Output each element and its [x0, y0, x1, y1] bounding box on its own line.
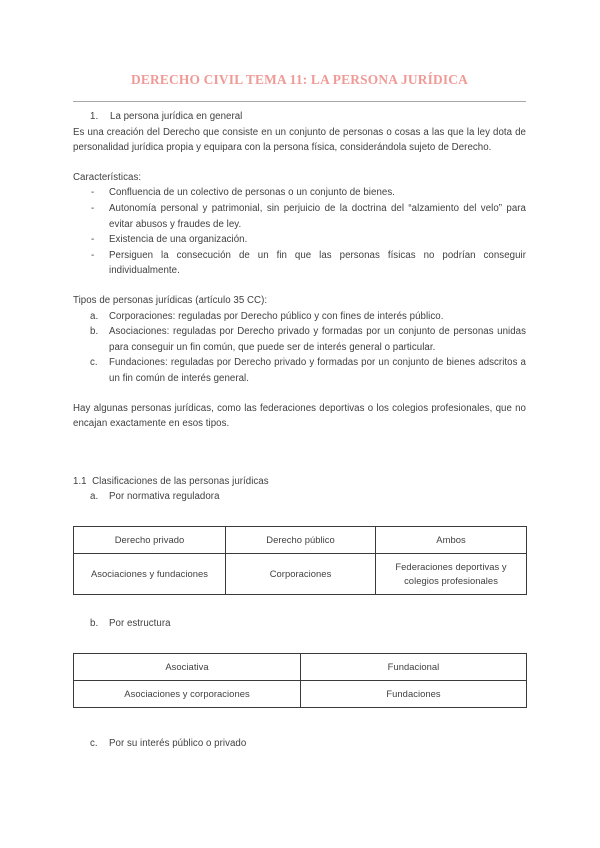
list-item-text: Por normativa reguladora — [109, 491, 220, 503]
section-1-paragraph: Es una creación del Derecho que consiste en un conjunto de personas o cosas a las que la ley dota de personalidad jurídica propia y equipara con la persona física, considerándola sujeto de Derecho. — [73, 126, 526, 154]
list-item-text: Por su interés público o privado — [109, 737, 247, 749]
list-item — [73, 309, 526, 325]
table-header-cell: Derecho público — [226, 526, 376, 553]
list-marker: a. — [90, 310, 99, 322]
section-1-1-marker: 1.1 — [73, 475, 87, 487]
list-item — [73, 201, 526, 232]
list-marker: - — [91, 187, 95, 199]
list-marker: a. — [90, 491, 99, 503]
list-item-text: Confluencia de un colectivo de personas o un conjunto de bienes. — [109, 187, 395, 199]
table-cell: Asociaciones y fundaciones — [74, 553, 226, 594]
list-item — [73, 248, 526, 279]
table-header-cell: Fundacional — [301, 653, 527, 680]
section-1-heading-label: La persona jurídica en general — [110, 111, 243, 123]
list-item-text: Asociaciones: reguladas por Derecho privado y formadas por un conjunto de personas unidas para conseguir un fin común, que puede ser de interés general o particular. — [109, 326, 526, 353]
tipos-label: Tipos de personas jurídicas (artículo 35 CC): — [73, 295, 268, 307]
table-row — [74, 526, 527, 553]
section-1-heading — [73, 109, 526, 125]
section-1-closing-paragraph: Hay algunas personas jurídicas, como las federaciones deportivas o los colegios profesionales, que no encajan exactamente en esos tipos. — [73, 402, 526, 430]
list-item — [73, 489, 526, 505]
page-title: DERECHO CIVIL TEMA 11: LA PERSONA JURÍDICA — [130, 72, 469, 87]
section-1-1-heading-label: Clasificaciones de las personas jurídicas — [92, 475, 269, 487]
caracteristicas-label: Características: — [73, 171, 142, 183]
list-item — [73, 324, 526, 355]
table-normativa-reguladora — [73, 526, 527, 595]
section-1-1-heading — [73, 474, 526, 490]
section-1-1-sub-c-list — [73, 736, 526, 752]
table-cell: Corporaciones — [226, 553, 376, 594]
section-1-marker: 1. — [90, 111, 99, 123]
caracteristicas-list — [73, 185, 526, 279]
table-estructura — [73, 653, 527, 708]
list-item — [73, 736, 526, 752]
table-header-cell: Asociativa — [74, 653, 301, 680]
list-marker: b. — [90, 617, 99, 629]
tipos-list — [73, 309, 526, 387]
document-content — [73, 0, 526, 751]
list-item-text: Por estructura — [109, 617, 171, 629]
table-row — [74, 553, 527, 594]
list-item — [73, 232, 526, 248]
list-marker: b. — [90, 326, 99, 338]
table-cell: Fundaciones — [301, 680, 527, 707]
list-marker: - — [91, 249, 95, 261]
list-marker: - — [91, 234, 95, 246]
list-item-text: Existencia de una organización. — [109, 234, 248, 246]
section-1-1-sub-b-list — [73, 616, 526, 632]
list-marker: - — [91, 203, 95, 215]
list-item — [73, 616, 526, 632]
table-cell: Federaciones deportivas y colegios profesionales — [376, 553, 527, 594]
table-row — [74, 680, 527, 707]
list-item-text: Corporaciones: reguladas por Derecho público y con fines de interés público. — [109, 310, 444, 322]
list-marker: c. — [90, 357, 98, 369]
section-1-heading-list — [73, 109, 526, 125]
table-row — [74, 653, 527, 680]
section-1-1-sub-a-list — [73, 489, 526, 505]
table-header-cell: Ambos — [376, 526, 527, 553]
list-marker: c. — [90, 737, 98, 749]
list-item-text: Fundaciones: reguladas por Derecho privado y formadas por un conjunto de bienes adscritos a un fin común de interés general. — [109, 357, 526, 384]
list-item — [73, 355, 526, 386]
table-header-cell: Derecho privado — [74, 526, 226, 553]
table-cell: Asociaciones y corporaciones — [74, 680, 301, 707]
list-item-text: Autonomía personal y patrimonial, sin perjuicio de la doctrina del “alzamiento del velo” para evitar abusos y fraudes de ley. — [109, 203, 526, 230]
list-item-text: Persiguen la consecución de un fin que las personas físicas no podrían conseguir individualmente. — [109, 249, 526, 277]
list-item — [73, 185, 526, 201]
